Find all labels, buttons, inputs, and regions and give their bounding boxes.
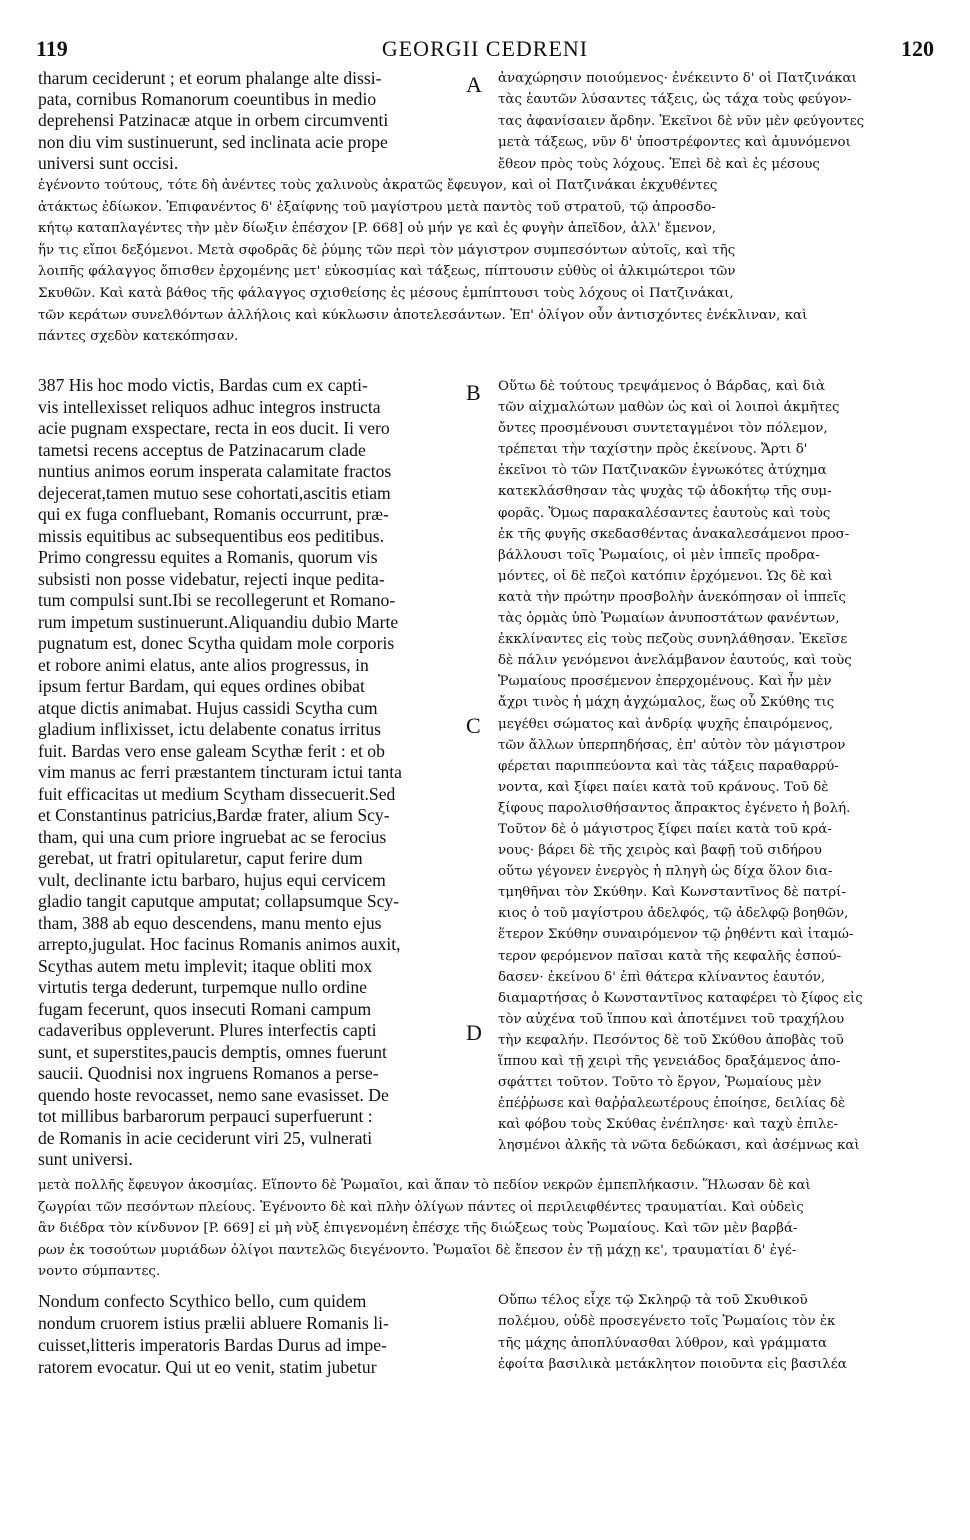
margin-letter-d: D xyxy=(466,1020,482,1045)
text-line: τὰς ἑαυτῶν λύσαντες τάξεις, ὡς τάχα τοὺς φεύγον- xyxy=(498,92,852,108)
text-line: tot millibus barbarorum perpauci superfuerunt : xyxy=(38,1106,373,1126)
text-line: acie pugnam exspectare, recta in eos ducit. Ii vero xyxy=(38,418,390,438)
text-line: tametsi recens acceptus de Patzinacarum clade xyxy=(38,439,366,460)
latin-column-c xyxy=(38,1290,458,1378)
text-line: τμηθῆναι τὸν Σκύθην. Καὶ Κωνσταντῖνος δὲ πατρί- xyxy=(498,885,846,901)
text-line: gladio tangit caputque amputat; collapsumque Scy- xyxy=(38,891,400,911)
page-header xyxy=(36,36,934,64)
greek-column-c xyxy=(498,1290,934,1376)
text-line: Scythas autem metu implevit; itaque obliti mox xyxy=(38,955,373,976)
text-line: τας ἀφανίσαιεν ἄρδην. Ἐκεῖνοι δὲ νῦν μὲν φεύγοντες xyxy=(498,113,865,129)
text-line: ἥν τις εἴποι δεξόμενοι. Μετὰ σφοδρᾶς δὲ ῥύμης τῶν περὶ τὸν μάγιστρον συμπεσόντων αὐτοῖς, καὶ τῆς xyxy=(38,242,736,258)
text-line: ἀτάκτως ἐδίωκον. Ἐπιφανέντος δ' ἐξαίφνης τοῦ μαγίστρου μετὰ παντὸς τοῦ στρατοῦ, τῷ ἀπροσδο- xyxy=(38,199,716,215)
text-line: τῶν ἄλλων ὑπερπηδήσας, ἐπ' αὐτὸν τὸν μάγιστρον xyxy=(498,737,846,753)
text-line: nondum cruorem istius prælii abluere Romanis li- xyxy=(38,1313,389,1333)
text-line: ἕτερον Σκύθην συναιρόμενον τῷ ῥηθέντι καὶ ἰταμώ- xyxy=(498,927,854,943)
text-line: ἔθεον πρὸς τοὺς λόχους. Ἐπεὶ δὲ καὶ ἐς μέσους xyxy=(498,156,820,172)
text-line: ἄχρι τινὸς ἡ μάχη ἀγχώμαλος, ἕως οὗ Σκύθης τις xyxy=(498,695,835,711)
text-line: et Constantinus patricius,Bardæ frater, alium Scy- xyxy=(38,805,390,825)
text-line: κήτῳ καταπλαγέντες τὴν μὲν δίωξιν ἐπέσχον [P. 668] οὐ μήν γε καὶ ἐς φυγὴν ἀπεῖδον, ἀλλ' ἔμενον, xyxy=(38,221,717,237)
text-line: οὕτω γέγονεν ἐνεργὸς ἡ πληγὴ ὡς δίχα ὅλον δια- xyxy=(498,864,833,880)
text-line: μετὰ τάξεως, νῦν δ' ὑποστρέφοντες καὶ ἀμυνόμενοι xyxy=(498,135,851,151)
text-line: σφάττει τοῦτον. Τοῦτο τὸ ἔργον, Ῥωμαίους μὲν xyxy=(498,1075,822,1091)
text-line: ἂν διέδρα τὸν κίνδυνον [P. 669] εἰ μὴ νὺξ ἐπιγενομένη ἐπέσχε τῆς διώξεως τοὺς Ῥωμαίους. Καὶ τῶν μὲν βαρβά- xyxy=(38,1221,798,1237)
margin-letter-a: A xyxy=(466,72,482,97)
text-line: τῆς μάχης ἀποπλύνασθαι λύθρον, καὶ γράμματα xyxy=(498,1335,828,1351)
latin-column-b xyxy=(38,375,458,1171)
text-line: τὰς ὁρμὰς ὑπὸ Ῥωμαίων ἀνυποστάτων φανέντων, xyxy=(498,611,840,627)
text-line: πάντες σχεδὸν κατεκόπησαν. xyxy=(38,329,239,345)
text-line: Nondum confecto Scythico bello, cum quidem xyxy=(38,1291,367,1311)
greek-full-width-1 xyxy=(38,175,934,348)
text-line: fuit efficacitas ut medium Scytham dissecuerit.Sed xyxy=(38,783,396,804)
text-line: διαμαρτήσας ὁ Κωνσταντῖνος καταφέρει τὸ ξίφος εἰς xyxy=(498,990,863,1006)
text-line: ἐπέῤῥωσε καὶ θαῤῥαλεωτέρους ἐποίησε, δειλίας δὲ xyxy=(498,1096,846,1112)
margin-letter-b: B xyxy=(466,380,481,405)
text-line: gerebat, ut fratri opitularetur, caput ferire dum xyxy=(38,848,363,868)
text-line: tum compulsi sunt.Ibi se recollegerunt et Romano- xyxy=(38,590,396,610)
text-line: pugnatum est, donec Scytha quidam mole corporis xyxy=(38,633,395,653)
text-line: ἐγένοντο τούτους, τότε δὴ ἀνέντες τοὺς χαλινοὺς ἀκρατῶς ἔφευγον, καὶ οἱ Πατζινάκαι ἐκχυθέντες xyxy=(38,178,718,193)
text-line: κατὰ τὴν πρώτην προσβολὴν ἀνεκόπησαν οἱ ἱππεῖς xyxy=(498,589,847,605)
text-line: νους· βάρει δὲ τῆς χειρὸς καὶ βαφῇ τοῦ σιδήρου xyxy=(498,843,822,859)
text-line: τερον φερόμενον παῖσαι κατὰ τῆς κεφαλῆς ἐσπού- xyxy=(498,948,842,964)
running-title: GEORGII CEDRENI xyxy=(381,36,589,61)
text-line: virtutis terga dederunt, turpemque nullo ordine xyxy=(38,977,367,997)
text-line: pata, cornibus Romanorum coeuntibus in medio xyxy=(38,89,377,110)
text-line: sunt universi. xyxy=(38,1149,133,1169)
greek-column-a xyxy=(498,68,934,175)
text-line: μεγέθει σώματος καὶ ἀνδρίᾳ ψυχῆς ἐπαιρόμενος, xyxy=(498,716,834,732)
text-line: Ῥωμαίους προσέμενον ἐπερχομένους. Καὶ ἦν μὲν xyxy=(498,674,832,690)
text-line: τῶν κεράτων συνελθόντων ἀλλήλοις καὶ κύκλωσιν ἀποτελεσάντων. Ἐπ' ὀλίγον οὖν ἀντισχόντες ἐνέκλιναν, καὶ xyxy=(38,307,808,323)
text-line: λησμένοι ἀλκῆς τὰ νῶτα δεδώκασι, καὶ ἀσέμνως καὶ xyxy=(498,1138,860,1154)
text-line: τρέπεται τὴν ταχίστην πρὸς ἐκείνους. Ἄρτι δ' xyxy=(498,442,808,458)
text-line: ρων ἐκ τοσούτων μυριάδων ὀλίγοι παντελῶς διεγένοντο. Ῥωμαῖοι δὲ ἔπεσον ἐν τῇ μάχῃ κε', τραυματίαι δ' ἐγέ- xyxy=(38,1242,797,1258)
text-line: quendo hoste revocasset, nemo sane evasisset. De xyxy=(38,1084,389,1105)
text-line: vim manus ac ferri præstantem tincturam ictui tanta xyxy=(38,762,402,782)
text-line: rum impetum sustinuerunt.Aliquandiu dubio Marte xyxy=(38,611,399,632)
text-line: fugam fecerunt, quos insecuti Romani campum xyxy=(38,998,372,1019)
text-line: κιος ὁ τοῦ μαγίστρου ἀδελφός, τῷ ἀδελφῷ βοηθῶν, xyxy=(498,906,849,922)
text-line: sunt, et superstites,paucis demptis, omnes fuerunt xyxy=(38,1041,387,1062)
text-line: qui ex fuga confluebant, Romanis occurrunt, præ- xyxy=(38,504,389,524)
text-line: Οὔπω τέλος εἶχε τῷ Σκληρῷ τὰ τοῦ Σκυθικοῦ xyxy=(498,1293,808,1308)
text-line: ἐφοίτα βασιλικὰ μετάκλητον ποιοῦντα εἰς βασιλέα xyxy=(498,1357,847,1373)
greek-column-b xyxy=(498,376,934,1156)
text-line: Οὕτω δὲ τούτους τρεψάμενος ὁ Βάρδας, καὶ διὰ xyxy=(498,379,826,394)
text-line: fuit. Bardas vero ense galeam Scythæ ferit : et ob xyxy=(38,740,385,761)
page-number-right: 120 xyxy=(901,36,934,61)
text-line: λοιπῆς φάλαγγος ὄπισθεν ἐρχομένης μετ' εὐκοσμίας καὶ τάξεως, πίπτουσιν εὐθὺς οἱ ἀλκιμώτεροι τῶν xyxy=(38,264,736,280)
text-line: τὴν κεφαλήν. Πεσόντος δὲ τοῦ Σκύθου ἀποβὰς τοῦ xyxy=(498,1032,844,1048)
text-line: νοντο σύμπαντες. xyxy=(38,1264,161,1280)
text-line: de Romanis in acie ceciderunt viri 25, vulnerati xyxy=(38,1127,373,1148)
text-line: Primo congressu equites a Romanis, quorum vis xyxy=(38,547,378,567)
text-line: tharum ceciderunt ; et eorum phalange alte dissi- xyxy=(38,68,382,88)
text-line: ἐκ τῆς φυγῆς σκεδασθέντας ἀνακαλεσάμενοι προσ- xyxy=(498,526,850,542)
text-line: νοντα, καὶ ξίφει παίει κατὰ τοῦ κράνους. Τοῦ δὲ xyxy=(498,779,829,795)
text-line: καὶ φόβου τοὺς Σκύθας ἐνέπλησε· καὶ ταχὺ ἐπιλε- xyxy=(498,1117,838,1133)
text-line: atque dictis animabat. Hujus cassidi Scytha cum xyxy=(38,697,378,718)
text-line: et robore animi elatus, ante alios progressus, in xyxy=(38,654,369,675)
text-line: βάλλουσι τοῖς Ῥωμαίοις, οἱ μὲν ἱππεῖς προδρα- xyxy=(498,547,820,563)
text-line: vis intellexisset reliquos adhuc integros instructa xyxy=(38,396,381,417)
text-line: ἐκκλίναντες εἰς τοὺς πεζοὺς συνηλάθησαν. Ἐκεῖσε xyxy=(498,632,848,648)
text-line: ἀναχώρησιν ποιούμενος· ἐνέκειντο δ' οἱ Πατζινάκαι xyxy=(498,71,857,86)
text-line: μόντες, οἱ δὲ πεζοὶ κατόπιν ἐρχόμενοι. Ὡς δὲ καὶ xyxy=(498,568,833,584)
text-line: φέρεται παριππεύοντα καὶ τὰς τάξεις παραθαρρύ- xyxy=(498,758,839,774)
text-line: tham, 388 ab equo descendens, manu mento ejus xyxy=(38,912,382,933)
text-line: δασεν· ἐκείνου δ' ἐπὶ θάτερα κλίναντος ἑαυτόν, xyxy=(498,969,826,985)
text-line: deprehensi Patzinacæ atque in orbem circumventi xyxy=(38,110,389,131)
text-line: saucii. Quodnisi nox ingruens Romanos a perse- xyxy=(38,1063,379,1083)
text-line: ἐκεῖνοι τὸ τῶν Πατζινακῶν ἐγνωκότες ἀτύχημα xyxy=(498,463,827,479)
text-line: cuisset,litteris imperatoris Bardas Durus ad impe- xyxy=(38,1335,387,1355)
text-line: tham, qui una cum priore ingruebat ac se ferocius xyxy=(38,826,387,847)
text-line: 387 His hoc modo victis, Bardas cum ex capti- xyxy=(38,375,368,395)
text-line: ratorem evocatur. Qui ut eo venit, statim jubetur xyxy=(38,1357,377,1377)
text-line: dejecerat,tamen mutuo sese cohortati,ascitis etiam xyxy=(38,482,391,503)
text-line: Τοῦτον δὲ ὁ μάγιστρος ξίφει παίει κατὰ τοῦ κρά- xyxy=(498,821,832,837)
text-line: ipsum fertur Bardam, qui eques ordines obibat xyxy=(38,676,365,696)
text-line: gladium inflixisset, ictu delabente conatus irritus xyxy=(38,719,382,739)
latin-column-a xyxy=(38,68,458,174)
text-line: δὲ πάλιν γενόμενοι ἀνελάμβανον ἑαυτούς, καὶ τοὺς xyxy=(498,653,852,669)
text-line: μετὰ πολλῆς ἔφευγον ἀκοσμίας. Εἵποντο δὲ Ῥωμαῖοι, καὶ ἅπαν τὸ πεδίον νεκρῶν ἐμπεπλήκασιν. Ἥλωσαν δὲ καὶ xyxy=(38,1178,811,1193)
text-line: κατεκλάσθησαν τὰς ψυχὰς τῷ ἀδοκήτῳ τῆς συμ- xyxy=(498,484,832,500)
text-line: arrepto,jugulat. Hoc facinus Romanis animos auxit, xyxy=(38,934,401,954)
text-line: nuntius animos eorum insperata calamitate fractos xyxy=(38,461,392,481)
text-line: vult, declinante ictu barbaro, hujus equi cervicem xyxy=(38,869,386,890)
text-line: ξίφους παρολισθήσαντος ἄπρακτος ἐγένετο ἡ βολή. xyxy=(498,800,851,816)
margin-letter-c: C xyxy=(466,713,481,738)
text-line: ἵππου καὶ τῇ χειρὶ τῆς γενειάδος δραξάμενος ἀπο- xyxy=(498,1054,841,1069)
text-line: τὸν αὐχένα τοῦ ἵππου καὶ ἀποτέμνει τοῦ τραχήλου xyxy=(498,1011,845,1027)
greek-full-width-2 xyxy=(38,1175,934,1283)
text-line: subsisti non posse videbatur, rejecti inque pedita- xyxy=(38,568,385,589)
text-line: φορᾶς. Ὅμως παρακαλέσαντες ἑαυτοὺς καὶ τοὺς xyxy=(498,505,831,521)
text-line: πολέμου, οὐδὲ προσεγένετο τοῖς Ῥωμαίοις τὸν ἐκ xyxy=(498,1314,836,1330)
page-number-left: 119 xyxy=(36,36,68,61)
text-line: missis equitibus ac subsequentibus eos peditibus. xyxy=(38,525,384,546)
text-line: universi sunt occisi. xyxy=(38,152,179,173)
text-line: cadaveribus oppleverunt. Plures interfectis capti xyxy=(38,1020,377,1040)
text-line: non diu vim sustinuerunt, sed inclinata acie prope xyxy=(38,131,388,152)
text-line: ζωγρίαι τῶν πεσόντων πλείους. Ἐγένοντο δὲ καὶ πλὴν ὀλίγων πάντες οἱ περιλειφθέντες τραυματίαι. Καὶ οὐδεὶς xyxy=(38,1199,804,1215)
text-line: τῶν αἰχμαλώτων μαθὼν ὡς καὶ οἱ λοιποὶ ἀκμῆτες xyxy=(498,400,840,416)
text-line: Σκυθῶν. Καὶ κατὰ βάθος τῆς φάλαγγος σχισθείσης ἐς μέσους ἐμπίπτουσι τοὺς λόχους οἱ Πατζινάκαι, xyxy=(38,285,734,301)
text-line: ὄντες προσμένουσι συντεταγμένοι τὸν πόλεμον, xyxy=(498,421,828,437)
